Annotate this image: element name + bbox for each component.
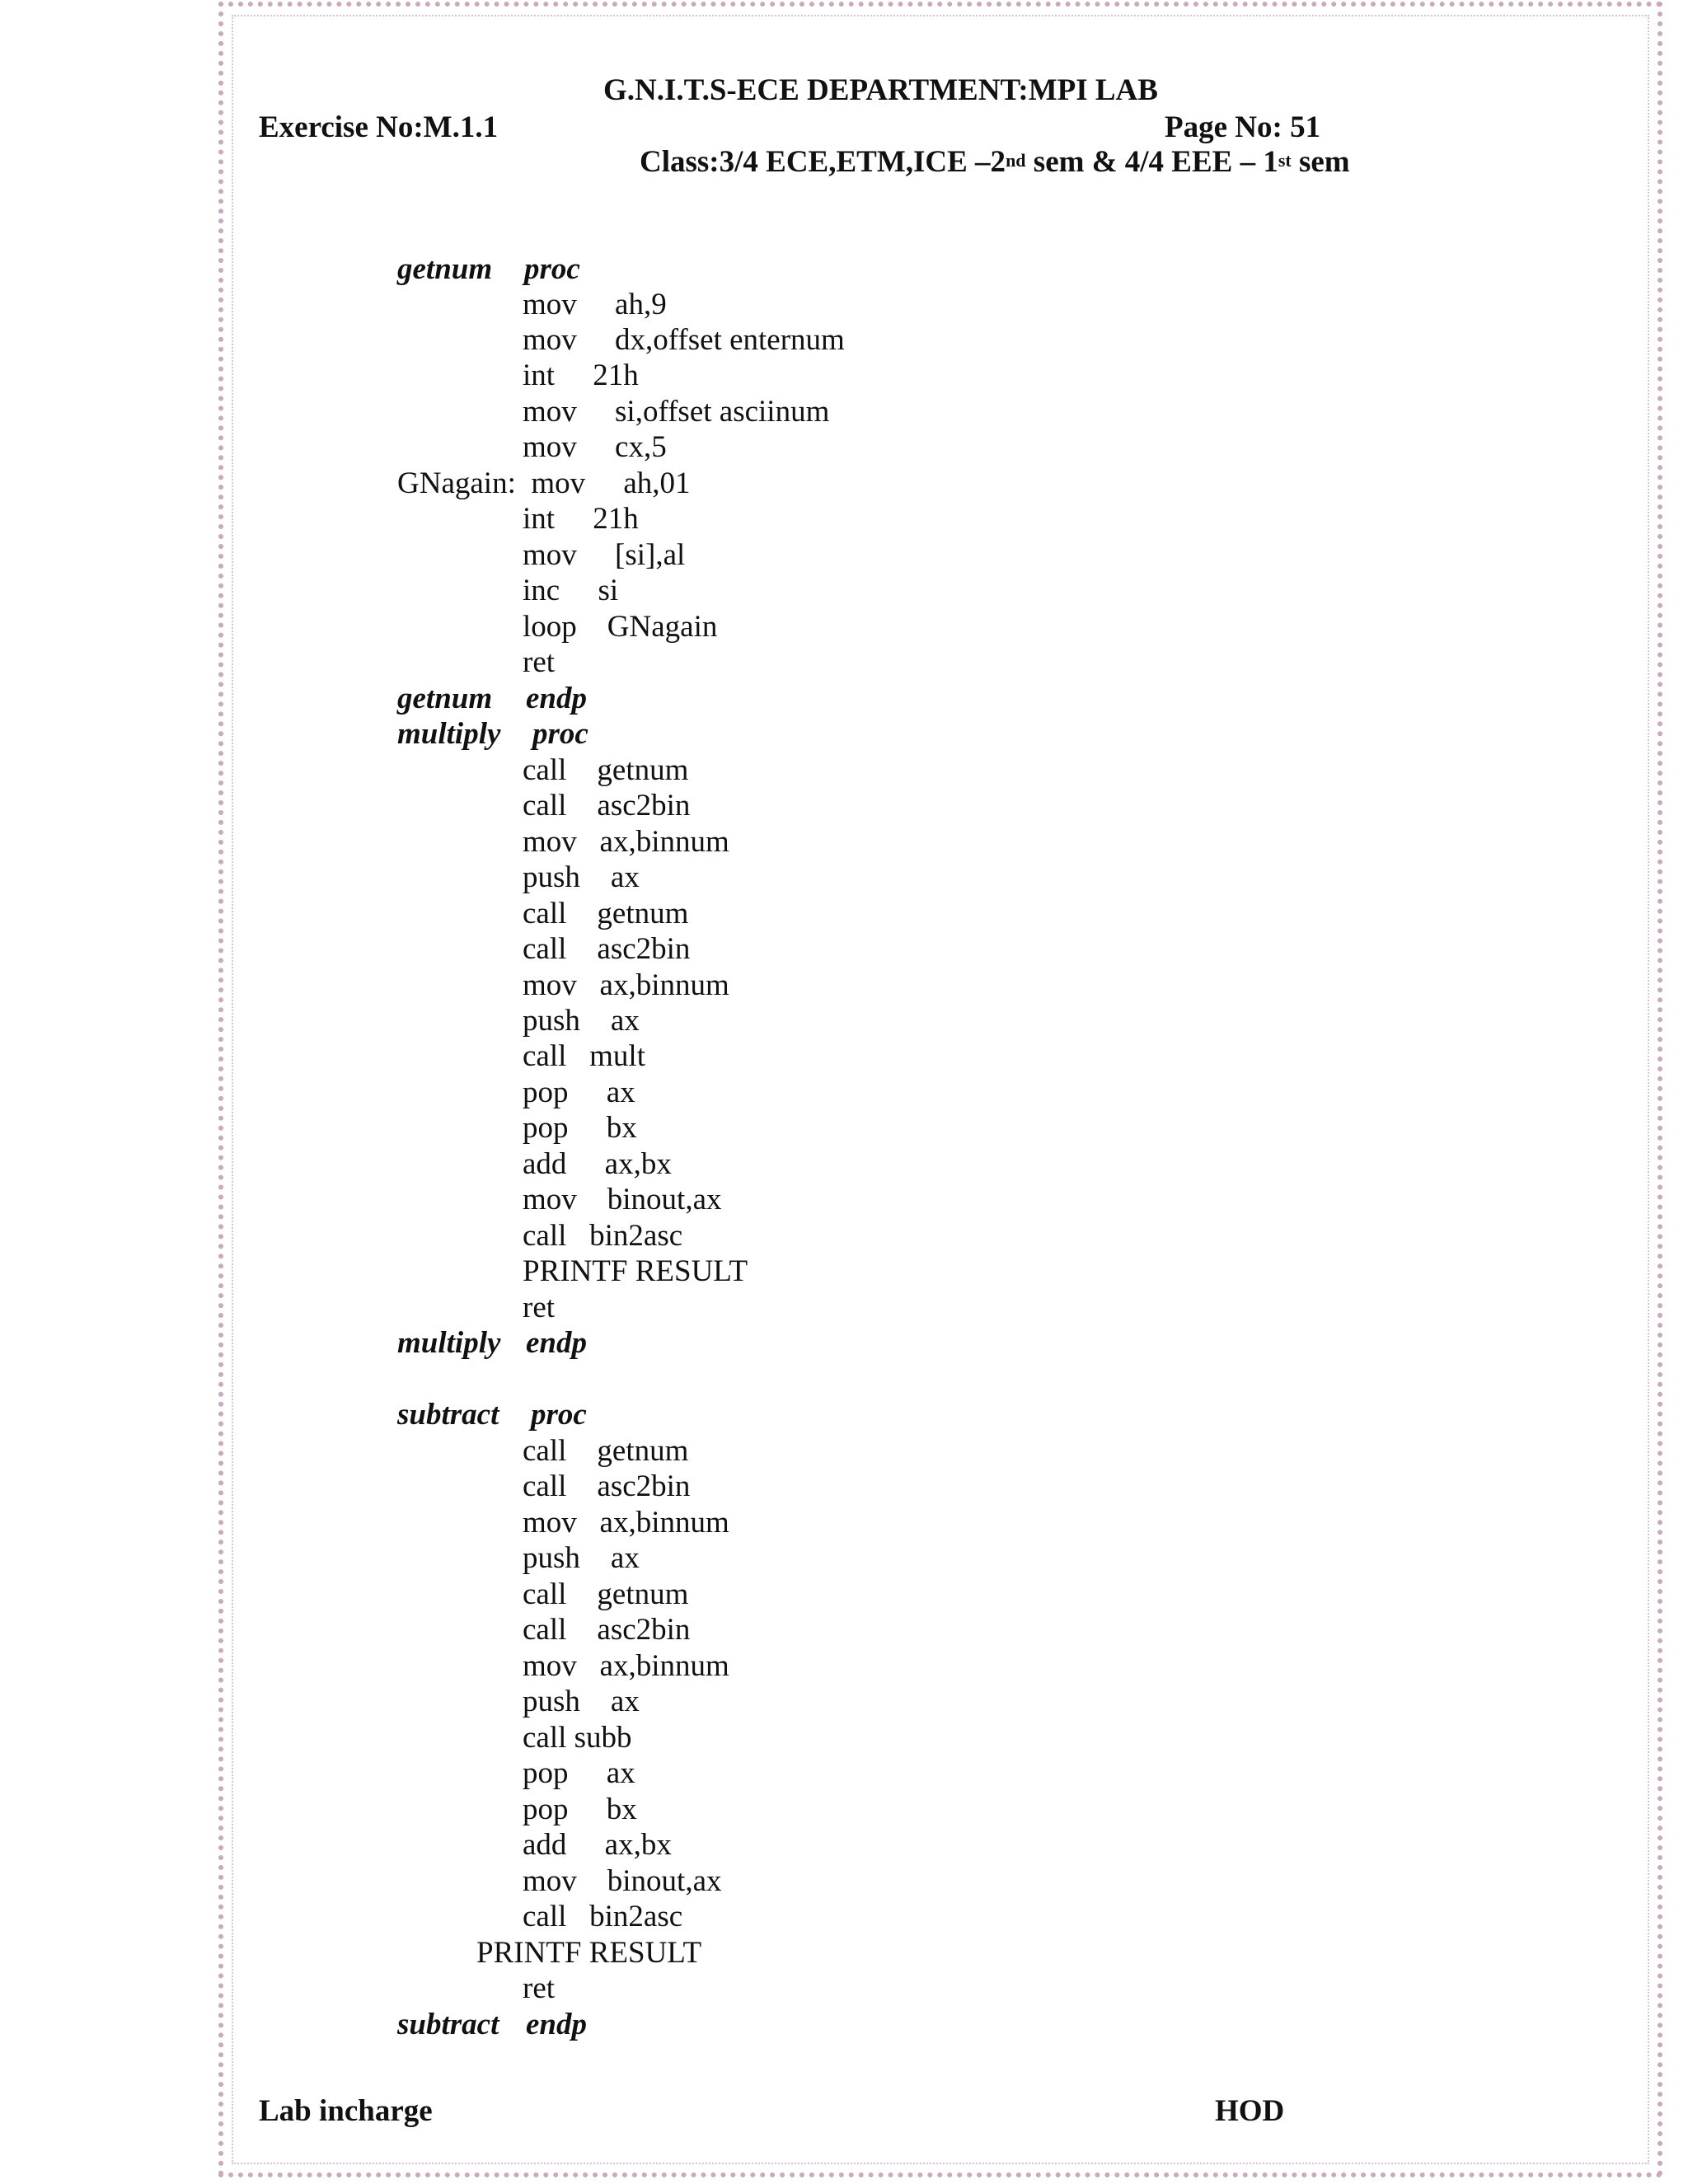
code-line: call asc2bin — [523, 1469, 691, 1503]
code-line: multiply — [397, 1326, 501, 1360]
code-line: pop ax — [523, 1076, 635, 1109]
code-line: subtract — [397, 1398, 499, 1432]
class-superscript: st — [1278, 150, 1292, 171]
code-line: loop GNagain — [523, 610, 718, 644]
code-line: int 21h — [523, 502, 639, 536]
code-line: push ax — [523, 1004, 640, 1038]
code-line: subtract — [397, 2008, 499, 2041]
code-line: mov ah,9 — [523, 288, 667, 321]
code-line: getnum — [397, 682, 493, 715]
code-line: call mult — [523, 1039, 645, 1073]
code-line: call getnum — [523, 753, 689, 787]
code-line: PRINTF RESULT — [476, 1936, 702, 1970]
code-line: mov dx,offset enternum — [523, 323, 845, 357]
class-part: Class:3/4 ECE,ETM,ICE –2 — [640, 145, 1006, 179]
code-line: mov [si],al — [523, 538, 686, 572]
code-line: mov ax,binnum — [523, 1506, 729, 1540]
code-line: endp — [526, 1326, 587, 1360]
code-line: PRINTF RESULT — [523, 1254, 748, 1288]
code-line: push ax — [523, 1541, 640, 1575]
exercise-number: Exercise No:M.1.1 — [259, 110, 499, 144]
code-line: ret — [523, 1971, 556, 2005]
code-line: add ax,bx — [523, 1828, 672, 1862]
code-line: inc si — [523, 574, 619, 607]
page-number: Page No: 51 — [1165, 110, 1321, 144]
code-line: mov binout,ax — [523, 1183, 722, 1216]
code-line: pop bx — [523, 1793, 637, 1826]
code-line: ret — [523, 645, 556, 679]
code-line: call bin2asc — [523, 1900, 683, 1933]
lab-incharge-signature: Lab incharge — [259, 2094, 433, 2128]
code-line: GNagain: mov ah,01 — [397, 466, 691, 500]
hod-signature: HOD — [1215, 2094, 1285, 2128]
code-line: call getnum — [523, 1577, 689, 1611]
code-line: push ax — [523, 1685, 640, 1718]
code-line: add ax,bx — [523, 1147, 672, 1181]
class-superscript: nd — [1006, 150, 1026, 171]
code-line: pop bx — [523, 1111, 637, 1145]
code-line: mov cx,5 — [523, 430, 667, 464]
page-title: G.N.I.T.S-ECE DEPARTMENT:MPI LAB — [603, 73, 1158, 107]
code-line: proc — [532, 717, 588, 751]
code-line: mov ax,binnum — [523, 825, 729, 859]
code-line: call getnum — [523, 1434, 689, 1468]
code-line: mov ax,binnum — [523, 1649, 729, 1683]
code-line: int 21h — [523, 359, 639, 392]
code-line: pop ax — [523, 1756, 635, 1790]
code-line: mov si,offset asciinum — [523, 395, 830, 429]
class-part: sem — [1291, 145, 1350, 179]
code-line: ret — [523, 1291, 556, 1324]
code-line: proc — [531, 1398, 587, 1432]
code-line: call getnum — [523, 897, 689, 930]
code-line: proc — [524, 252, 580, 286]
code-line: endp — [526, 682, 587, 715]
code-line: getnum — [397, 252, 493, 286]
code-line: call asc2bin — [523, 789, 691, 823]
code-line: push ax — [523, 860, 640, 894]
code-line: multiply — [397, 717, 501, 751]
code-line: endp — [526, 2008, 587, 2041]
class-part: sem & 4/4 EEE – 1 — [1025, 145, 1278, 179]
code-line: call bin2asc — [523, 1219, 683, 1253]
code-line: mov binout,ax — [523, 1864, 722, 1898]
code-line: call subb — [523, 1721, 632, 1755]
code-line: call asc2bin — [523, 1613, 691, 1647]
code-line: mov ax,binnum — [523, 968, 729, 1002]
code-line: call asc2bin — [523, 932, 691, 966]
